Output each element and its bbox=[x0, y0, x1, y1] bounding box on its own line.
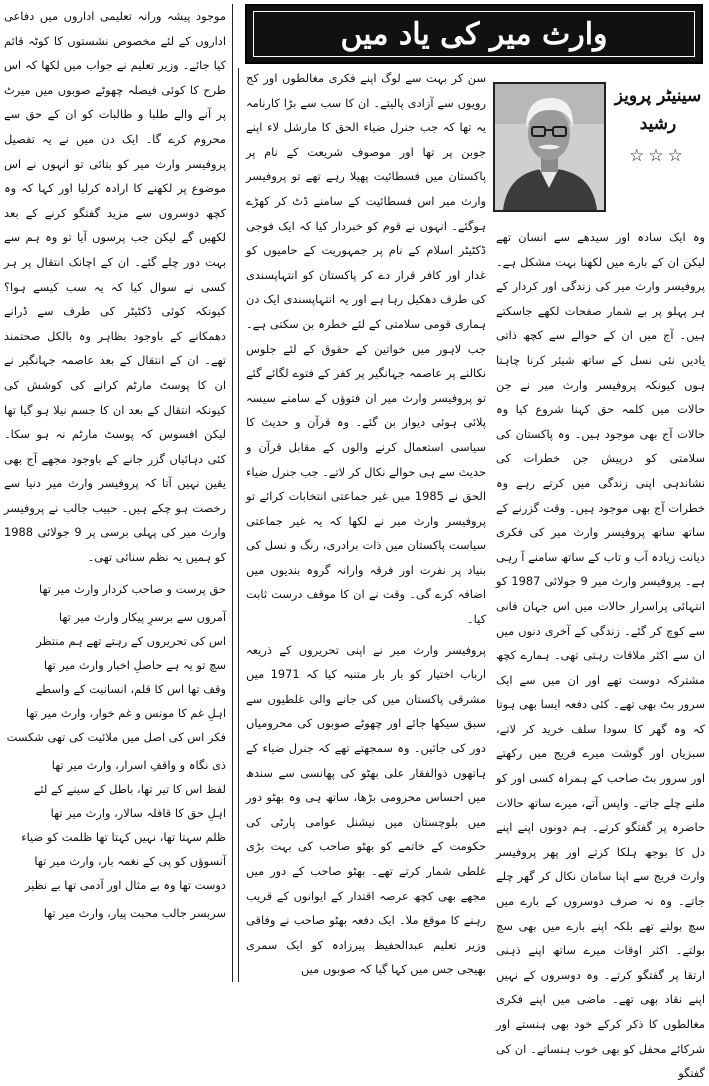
article-paragraph: موجود پیشہ ورانہ تعلیمی اداروں میں دفاعی اداروں کے لئے مخصوص نشستوں کا کوٹہ قائم کیا جائے۔ وزیر تعلیم نے جواب میں لکھا کہ اس طرح کا کوئی فیصلہ چھوٹے صوبوں میں میرٹ پر آنے والے طلبا و طالبات کو ان کے حق سے محروم کرے گا۔ ایک دن میں نے یہ تفصیل پروفیسر وارث میر کو بتائی تو انہوں نے اس موضوع پر لکھنے کا ارادہ کرلیا اور کہا کہ وہ کچھ دوسروں سے مزید گفتگو کرنے کے بعد لکھیں گے لیکن جب پرسوں آیا تو وہ ہم سے بہت دور چلے گئے۔ ان کے اچانک انتقال پر ہر کسی نے سوال کیا کہ یہ سب کیسے ہوا؟ کیونکہ کوئی ڈکٹیٹر کی طرف سے ڈرانے دھمکانے کے باوجود بظاہر وہ بالکل صحتمند تھے۔ ان کے انتقال کے بعد عاصمہ جہانگیر نے ان کا پوسٹ مارٹم کرانے کی کوشش کی کیونکہ انتقال کے بعد ان کا جسم نیلا ہو گیا تھا لیکن افسوس کہ پوسٹ مارٹم نہ ہو سکا۔ کئی دہائیاں گزر جانے کے باوجود مجھے آج بھی یقین نہیں آتا کہ پروفیسر وارث میر دنیا سے رخصت ہو چکے ہیں۔ حبیب جالب نے پروفیسر وارث میر کی پہلی برسی پر 9 جولائی 1988 کو ہمیں یہ نظم سنائی تھی۔ bbox=[4, 9, 226, 565]
article-column-middle bbox=[246, 66, 486, 982]
author-portrait-image bbox=[495, 84, 604, 210]
author-photo bbox=[493, 82, 606, 212]
poem-line: سربسر جالب محبت پیار، وارث میر تھا bbox=[43, 905, 226, 920]
article-title: وارث میر کی یاد میں bbox=[340, 16, 608, 52]
poem-line: آمروں سے برسرِ پیکار وارث میر تھا bbox=[58, 609, 226, 624]
article-column-right bbox=[496, 225, 705, 1081]
poem-stanza bbox=[4, 904, 226, 922]
author-byline bbox=[612, 82, 704, 222]
star-separator-icon: ☆☆☆ bbox=[629, 146, 687, 166]
title-banner bbox=[245, 4, 703, 64]
poem-line: سچ تو یہ ہے حاصلِ اخبار وارث میر تھا bbox=[43, 657, 226, 672]
article-column-left bbox=[4, 4, 226, 982]
poem-line: آنسوؤں کو پی کے نغمہ بار، وارث میر تھا bbox=[34, 853, 226, 868]
poem-line: فکر اس کی اصل میں ملائیت کی تھی شکست bbox=[6, 729, 226, 744]
poem-line: وقف تھا اس کا قلم، انسانیت کے واسطے bbox=[35, 681, 226, 696]
poem-stanza bbox=[4, 756, 226, 894]
poem-stanza bbox=[4, 580, 226, 598]
article-paragraph: پروفیسر وارث میر نے اپنی تحریروں کے ذریعہ ارباب اختیار کو بار بار متنبہ کیا کہ 1971 میں مشرقی پاکستان میں کی جانے والی غلطیوں سے سبق سیکھا جائے اور چھوٹے صوبوں کی محرومیاں دور کی جائیں۔ وہ سمجھتے تھے کہ جنرل ضیاء کے ہاتھوں ذوالفقار علی بھٹو کی پھانسی سے سندھ میں احساس محرومی بڑھا، ساتھ ہی وہ بھٹو دور میں بلوچستان میں نیشنل عوامی پارٹی کی حکومت کے خاتمے کو بھٹو صاحب کی بہت بڑی غلطی شمار کرتے تھے۔ بھٹو صاحب کے دور میں مجھے بھی کچھ عرصہ اقتدار کے ایوانوں کے قریب رہنے کا موقع ملا۔ ایک دفعہ بھٹو صاحب نے وفاقی وزیر تعلیم عبدالحفیظ پیرزادہ کو ایک سمری بھیجی جس میں کہا گیا کہ صوبوں میں bbox=[246, 642, 486, 977]
poem-line: ذی نگاہ و واقفِ اسرار، وارث میر تھا bbox=[51, 757, 226, 772]
title-banner-frame bbox=[253, 11, 695, 57]
poem-line: لفظ اس کا تیر تھا، باطل کے سینے کے لئے bbox=[33, 781, 226, 796]
poem-line: اہلِ غم کا مونس و غم خوار، وارث میر تھا bbox=[25, 705, 226, 720]
column-divider-right bbox=[238, 68, 239, 982]
poem-line: اہلِ حق کا قافلہ سالار، وارث میر تھا bbox=[50, 805, 226, 820]
article-paragraph: سن کر بہت سے لوگ اپنے فکری مغالطوں اور کج رویوں سے آزادی پالیتے۔ ان کا سب سے بڑا کارنامہ یہ تھا کہ جب جنرل ضیاء الحق کا مارشل لاء اپنے جوبن پر تھا اور موصوف شریعت کے نام پر پاکستان میں فسطائیت پھیلا رہے تھے تو پروفیسر وارث میر اس فسطائیت کے سامنے ڈٹ کر کھڑے ہوگئے۔ انہوں نے قوم کو خبردار کیا کہ ایک فوجی ڈکٹیٹر اسلام کے نام پر جمہوریت کے حامیوں کو غدار اور کافر قرار دے کر پاکستان کو انتہاپسندی کی طرف دھکیل رہا ہے اور یہ انتہاپسندی ایک دن ہماری قومی سلامتی کے لئے خطرہ بن سکتی ہے۔ جب لاہور میں خواتین کے حقوق کے لئے جلوس نکالنے پر عاصمہ جہانگیر پر کفر کے فتوے لگائے گئے تو پروفیسر وارث میر ان فتوؤں کے سامنے سیسہ پلائی ہوئی دیوار بن گئے۔ وہ قرآن و حدیث کا سیاسی استعمال کرنے والوں کے مقابل قرآن و حدیث سے ہی حوالے نکال کر لاتے۔ جب جنرل ضیاء الحق نے 1985 میں غیر جماعتی انتخابات کرائے تو پروفیسر وارث میر نے لکھا کہ یہ غیر جماعتی سیاست پاکستان میں ذات برادری، رنگ و نسل کی بنیاد پر نفرت اور فرقہ وارانہ گروہ بندیوں میں اضافہ کرے گی۔ وقت نے ان کا موقف درست ثابت کیا۔ bbox=[246, 71, 486, 627]
poem-line: دوست تھا وہ بے مثال اور آدمی تھا بے نظیر bbox=[24, 877, 226, 892]
column-divider-left bbox=[232, 4, 233, 982]
author-name: سینیٹر پرویز رشید bbox=[614, 86, 702, 134]
poem bbox=[4, 580, 226, 922]
article-paragraph: وہ ایک سادہ اور سیدھے سے انسان تھے لیکن ان کے بارے میں لکھنا بہت مشکل ہے۔ پروفیسر وارث میر کی زندگی اور کردار کے ہر پہلو پر بے شمار صفحات لکھے جاسکتے ہیں۔ آج میں ان کے حوالے سے کچھ ذاتی یادیں نئی نسل کے ساتھ شیئر کرنا چاہتا ہوں کیونکہ پروفیسر وارث میر نے جن حالات میں کلمہ حق کہنا شروع کیا وہ حالات آج بھی موجود ہیں۔ وہ پاکستان کی سلامتی کو درپیش جن خطرات کی نشاندہی اپنی زندگی میں کرتے رہے وہ خطرات آج بھی موجود ہیں۔ وقت گزرنے کے ساتھ ساتھ پروفیسر وارث میر کی فکری دیانت زیادہ آب و تاب کے ساتھ سامنے آ رہی ہے۔ پروفیسر وارث میر 9 جولائی 1987 کو انتہائی پراسرار حالات میں اس جہان فانی سے کوچ کر گئے۔ زندگی کے آخری دنوں میں ان سے اکثر ملاقات رہتی تھی۔ ہمارے کچھ مشترکہ دوست تھے اور ان میں سے ایک سرور بٹ بھی تھے۔ کئی دفعہ ایسا بھی ہوتا کہ وہ گھر کا سودا سلف خرید کر لاتے، سبزیاں اور گوشت میرے فریج میں رکھتے اور سرور بٹ صاحب کے ہمراہ کسی اور کو ملنے چلے جاتے۔ واپس آتے، میرے ساتھ حالات حاضرہ پر گفتگو کرتے۔ ہم دونوں اپنے اپنے دل کا بوجھ ہلکا کرتے اور پھر پروفیسر وارث فریج سے اپنا سامان نکال کر گھر چلے جاتے۔ وہ نہ صرف دوسروں کے بارے میں سچ بولتے تھے بلکہ اپنے بارے میں بھی سچ بولتے۔ اکثر اوقات میرے ساتھ اپنے ذہنی ارتقا پر گفتگو کرتے۔ وہ دوسروں کے نہیں اپنے نقاد بھی تھے۔ ماضی میں اپنے فکری مغالطوں کا ذکر کرکے خود بھی ہنستے اور شرکائے محفل کو بھی خوب ہنساتے۔ ان کی گفتگو bbox=[496, 230, 705, 1081]
poem-stanza bbox=[4, 608, 226, 746]
poem-line: ظلم سہتا تھا، نہیں کہتا تھا ظلمت کو ضیاء bbox=[21, 829, 226, 844]
poem-line: اس کی تحریروں کے رہتے تھے ہم منتظر bbox=[36, 633, 226, 648]
poem-line: حق پرست و صاحب کردار وارث میر تھا bbox=[39, 581, 226, 596]
